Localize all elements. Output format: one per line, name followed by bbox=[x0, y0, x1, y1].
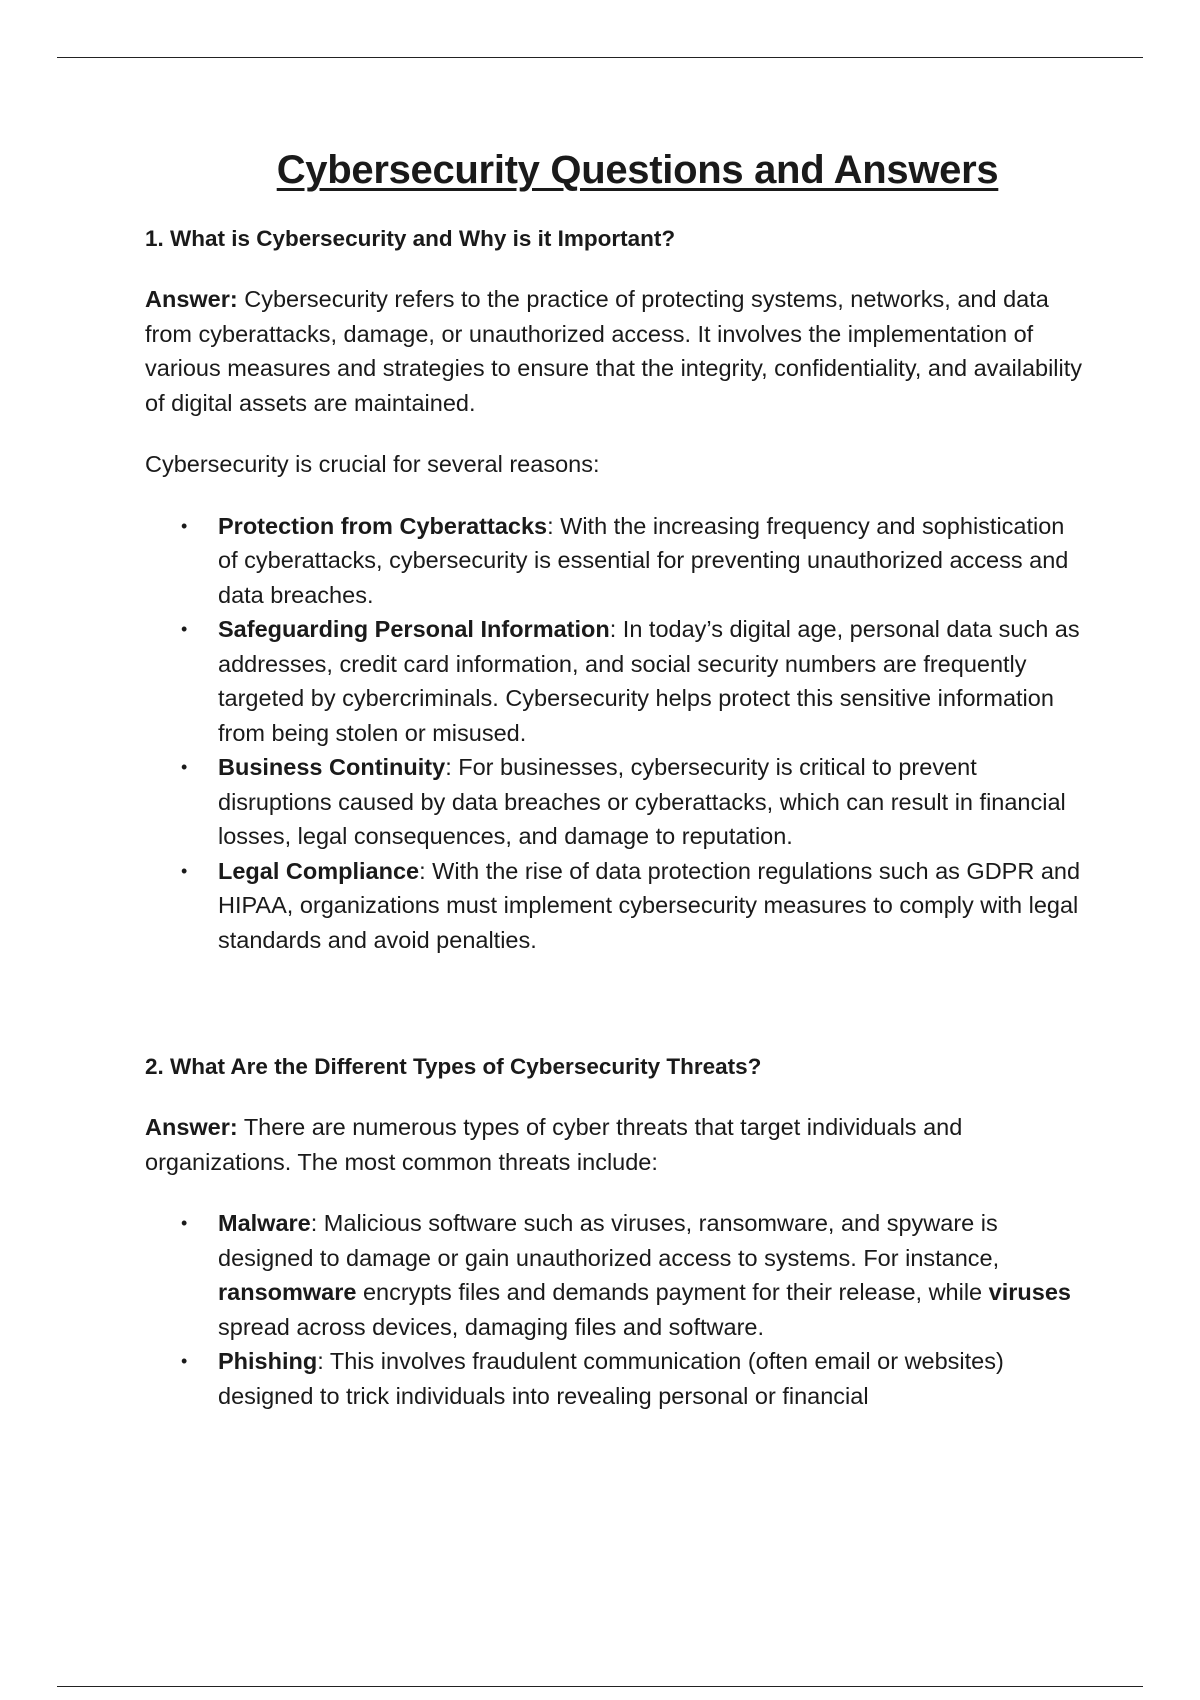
list-item-text: : For businesses, cybersecurity is critical to prevent disruptions caused by data breaches or cyberattacks, which can result in financial losses, legal consequences, and damage to reputation. bbox=[218, 754, 1066, 849]
list-item-text: : With the rise of data protection regulations such as GDPR and HIPAA, organizations must implement cybersecurity measures to comply with legal standards and avoid penalties. bbox=[218, 857, 1081, 953]
list-item-text: : With the increasing frequency and sophistication of cyberattacks, cybersecurity is essential for preventing unauthorized access and data breaches. bbox=[218, 512, 1069, 608]
answer-label: Answer: bbox=[145, 1114, 238, 1140]
list-item bbox=[145, 509, 1090, 613]
list-item-term: Business Continuity bbox=[218, 754, 446, 780]
list-item-text: encrypts files and demands payment for their release, while bbox=[356, 1279, 989, 1305]
answer-text: Cybersecurity refers to the practice of protecting systems, networks, and data from cyberattacks, damage, or unauthorized access. It involves the implementation of various measures and strategies to ensure that the integrity, confidentiality, and availability of digital assets are maintained. bbox=[145, 286, 1083, 416]
list-item-text: : In today’s digital age, personal data such as addresses, credit card information, and social security numbers are frequently targeted by cybercriminals. Cybersecurity helps protect this sensitive information from being stolen or misused. bbox=[218, 616, 1080, 746]
list-item-text: : This involves fraudulent communication (often email or websites) designed to trick individuals into revealing personal or financial bbox=[218, 1348, 1004, 1409]
bullet-icon: • bbox=[181, 1351, 188, 1371]
list-item-term: Phishing bbox=[218, 1348, 318, 1374]
list-item-term: Protection from Cyberattacks bbox=[218, 512, 548, 539]
list-item bbox=[145, 854, 1090, 958]
question-1-heading: 1. What is Cybersecurity and Why is it Important? bbox=[145, 226, 676, 251]
section-spacer bbox=[145, 957, 1090, 1051]
answer-2-paragraph bbox=[145, 1110, 1090, 1179]
answer-text: There are numerous types of cyber threats that target individuals and organizations. The most common threats include: bbox=[145, 1114, 963, 1175]
page-title: Cybersecurity Questions and Answers bbox=[276, 148, 999, 192]
list-item bbox=[145, 612, 1090, 750]
reasons-intro: Cybersecurity is crucial for several reasons: bbox=[145, 451, 600, 477]
bullet-icon: • bbox=[181, 860, 188, 881]
list-item-term: Malware bbox=[218, 1210, 311, 1236]
list-item bbox=[145, 1206, 1090, 1344]
header-rule bbox=[57, 57, 1143, 58]
list-item-term: ransomware bbox=[218, 1279, 357, 1305]
answer-label: Answer: bbox=[145, 286, 238, 312]
footer-rule bbox=[57, 1686, 1143, 1687]
list-item bbox=[145, 1344, 1090, 1413]
bullet-icon: • bbox=[181, 619, 188, 639]
bullet-icon: • bbox=[181, 1213, 188, 1233]
list-item-term: Legal Compliance bbox=[218, 857, 420, 884]
list-item-text: spread across devices, damaging files and software. bbox=[218, 1313, 765, 1340]
list-item-text: : Malicious software such as viruses, ransomware, and spyware is designed to damage or gain unauthorized access to systems. For instance, bbox=[218, 1210, 1000, 1271]
list-item-term: viruses bbox=[988, 1279, 1071, 1305]
bullet-icon: • bbox=[181, 757, 188, 777]
list-item bbox=[145, 750, 1090, 854]
bullet-icon: • bbox=[181, 515, 188, 536]
threats-list bbox=[145, 1206, 1090, 1413]
answer-1-paragraph bbox=[145, 282, 1090, 420]
document-body bbox=[145, 148, 1090, 1413]
question-2-heading: 2. What Are the Different Types of Cybersecurity Threats? bbox=[145, 1054, 762, 1079]
list-item-term: Safeguarding Personal Information bbox=[218, 616, 610, 642]
reasons-list bbox=[145, 509, 1090, 958]
